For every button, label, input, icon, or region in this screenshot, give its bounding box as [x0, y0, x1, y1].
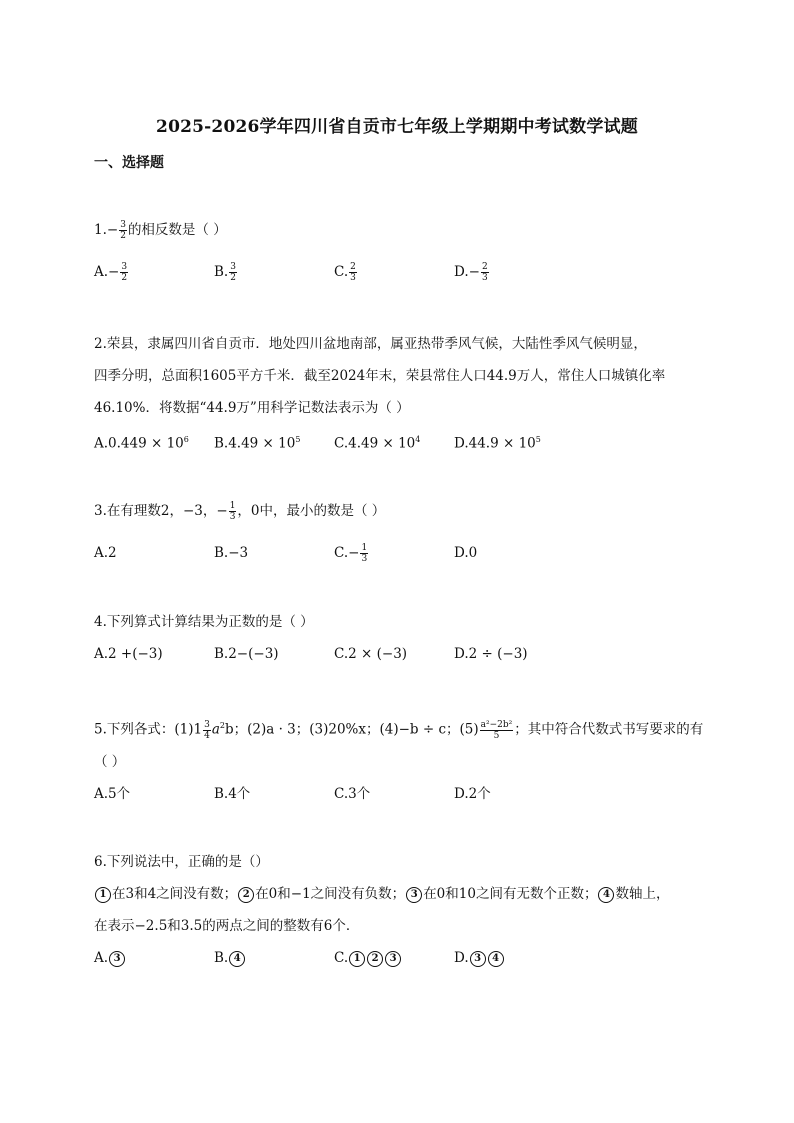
fraction: $\frac{3}{2}$ — [121, 262, 128, 283]
option-c[interactable]: C. 1 2 3 — [334, 942, 402, 974]
fraction: $\frac{2}{3}$ — [481, 262, 488, 283]
option-b[interactable]: B.−3 — [214, 545, 249, 561]
question-3 — [94, 495, 704, 567]
option-b[interactable]: B. $\frac{3}{2}$ — [214, 262, 236, 283]
circled-number: 1 — [95, 887, 111, 903]
circled-number: 1 — [349, 951, 365, 967]
option-c[interactable]: C. $\frac{2}{3}$ — [334, 262, 356, 283]
question-3-options — [94, 537, 704, 567]
option-b[interactable]: $B.4.49 \times 10^5$ — [214, 435, 301, 452]
fraction: $\frac{1}{3}$ — [361, 543, 368, 564]
fraction: $\frac{\text{a²−2b²}}{5}$ — [480, 719, 513, 741]
circled-number: 2 — [238, 887, 254, 903]
question-2 — [94, 328, 704, 454]
question-4 — [94, 606, 704, 668]
question-5-line-2: （ ） — [94, 753, 126, 770]
fraction: $\frac{3}{2}$ — [230, 262, 236, 283]
circled-number: 3 — [406, 887, 422, 903]
circled-number: 3 — [470, 951, 486, 967]
question-2-line-2: 四季分明，总面积1605平方千米．截至2024年末，荣县常住人口44.9万人，常住人口城镇化率 — [94, 368, 666, 384]
question-6-line-3: 在表示−2.5和3.5的两点之间的整数有6个． — [94, 918, 360, 934]
question-4-options — [94, 638, 704, 668]
option-a[interactable]: A.− $\frac{3}{2}$ — [94, 262, 128, 283]
circled-number: 2 — [367, 951, 383, 967]
option-b[interactable]: B. 4 — [214, 942, 246, 974]
circled-number: 4 — [598, 887, 614, 903]
circled-number: 4 — [229, 951, 245, 967]
option-b[interactable]: B.2−(−3) — [214, 646, 279, 662]
option-a[interactable]: A.2 — [94, 545, 117, 561]
fraction: $\frac{1}{3}$ — [229, 501, 236, 522]
fraction: $\frac{2}{3}$ — [350, 262, 356, 283]
exam-title: 2025-2026学年四川省自贡市七年级上学期期中考试数学试题 — [156, 117, 638, 137]
option-a[interactable]: A. 3 — [94, 942, 126, 974]
question-1-stem: 1.− $\frac{3}{2}$ 的相反数是（ ） — [94, 220, 227, 241]
question-3-stem: 3.在有理数2，−3，− $\frac{1}{3}$ ，0中，最小的数是（ ） — [94, 501, 386, 522]
option-c[interactable]: C.− $\frac{1}{3}$ — [334, 543, 368, 564]
section-heading: 一、选择题 — [94, 155, 164, 171]
question-5-stem: 5.下列各式：(1)1 $\frac{3}{4}$ $a^2b$；(2)a · 3；(3)20%x；(4)−b ÷ c；(5) $\frac{\text{a²−2b²}}{5}$ ；其中符合代数式书写要求的有 — [94, 719, 704, 741]
option-d[interactable]: D. 3 4 — [454, 942, 505, 974]
question-6 — [94, 846, 704, 972]
option-a[interactable]: A.5个 — [94, 785, 131, 802]
option-c[interactable]: C.2 × (−3) — [334, 646, 408, 662]
option-d[interactable]: D.0 — [454, 545, 478, 561]
fraction: $\frac{3}{2}$ — [120, 220, 126, 241]
option-b[interactable]: B.4个 — [214, 785, 251, 802]
question-1-options — [94, 256, 704, 286]
option-d[interactable]: $D.44.9 \times 10^5$ — [454, 435, 541, 452]
question-6-statements: 1 在3和4之间没有数； 2 在0和−1之间没有负数； 3 在0和10之间有无数个正数； 4 数轴上， — [94, 878, 704, 910]
circled-number: 3 — [385, 951, 401, 967]
question-5 — [94, 710, 704, 808]
fraction: $\frac{3}{4}$ — [204, 719, 210, 741]
question-2-line-1: 2.荣县，隶属四川省自贡市．地处四川盆地南部，属亚热带季风气候，大陆性季风气候明显， — [94, 336, 647, 352]
circled-number: 4 — [488, 951, 504, 967]
option-c[interactable]: $C.4.49 \times 10^4$ — [334, 435, 421, 452]
question-2-line-3: 46.10%．将数据“44.9万”用科学记数法表示为（ ） — [94, 400, 410, 416]
question-6-options — [94, 942, 704, 972]
option-d[interactable]: D.− $\frac{2}{3}$ — [454, 262, 488, 283]
option-a[interactable]: A.2 +(−3) — [94, 646, 163, 662]
option-d[interactable]: D.2 ÷ (−3) — [454, 646, 528, 662]
circled-number: 3 — [109, 951, 125, 967]
option-d[interactable]: D.2个 — [454, 785, 491, 802]
question-5-options — [94, 778, 704, 808]
question-1 — [94, 214, 704, 286]
option-a[interactable]: $A.0.449 \times 10^6$ — [94, 435, 189, 452]
question-4-stem: 4.下列算式计算结果为正数的是（ ） — [94, 614, 314, 630]
question-6-stem: 6.下列说法中，正确的是（） — [94, 854, 269, 870]
option-c[interactable]: C.3个 — [334, 785, 371, 802]
question-2-options — [94, 424, 704, 454]
